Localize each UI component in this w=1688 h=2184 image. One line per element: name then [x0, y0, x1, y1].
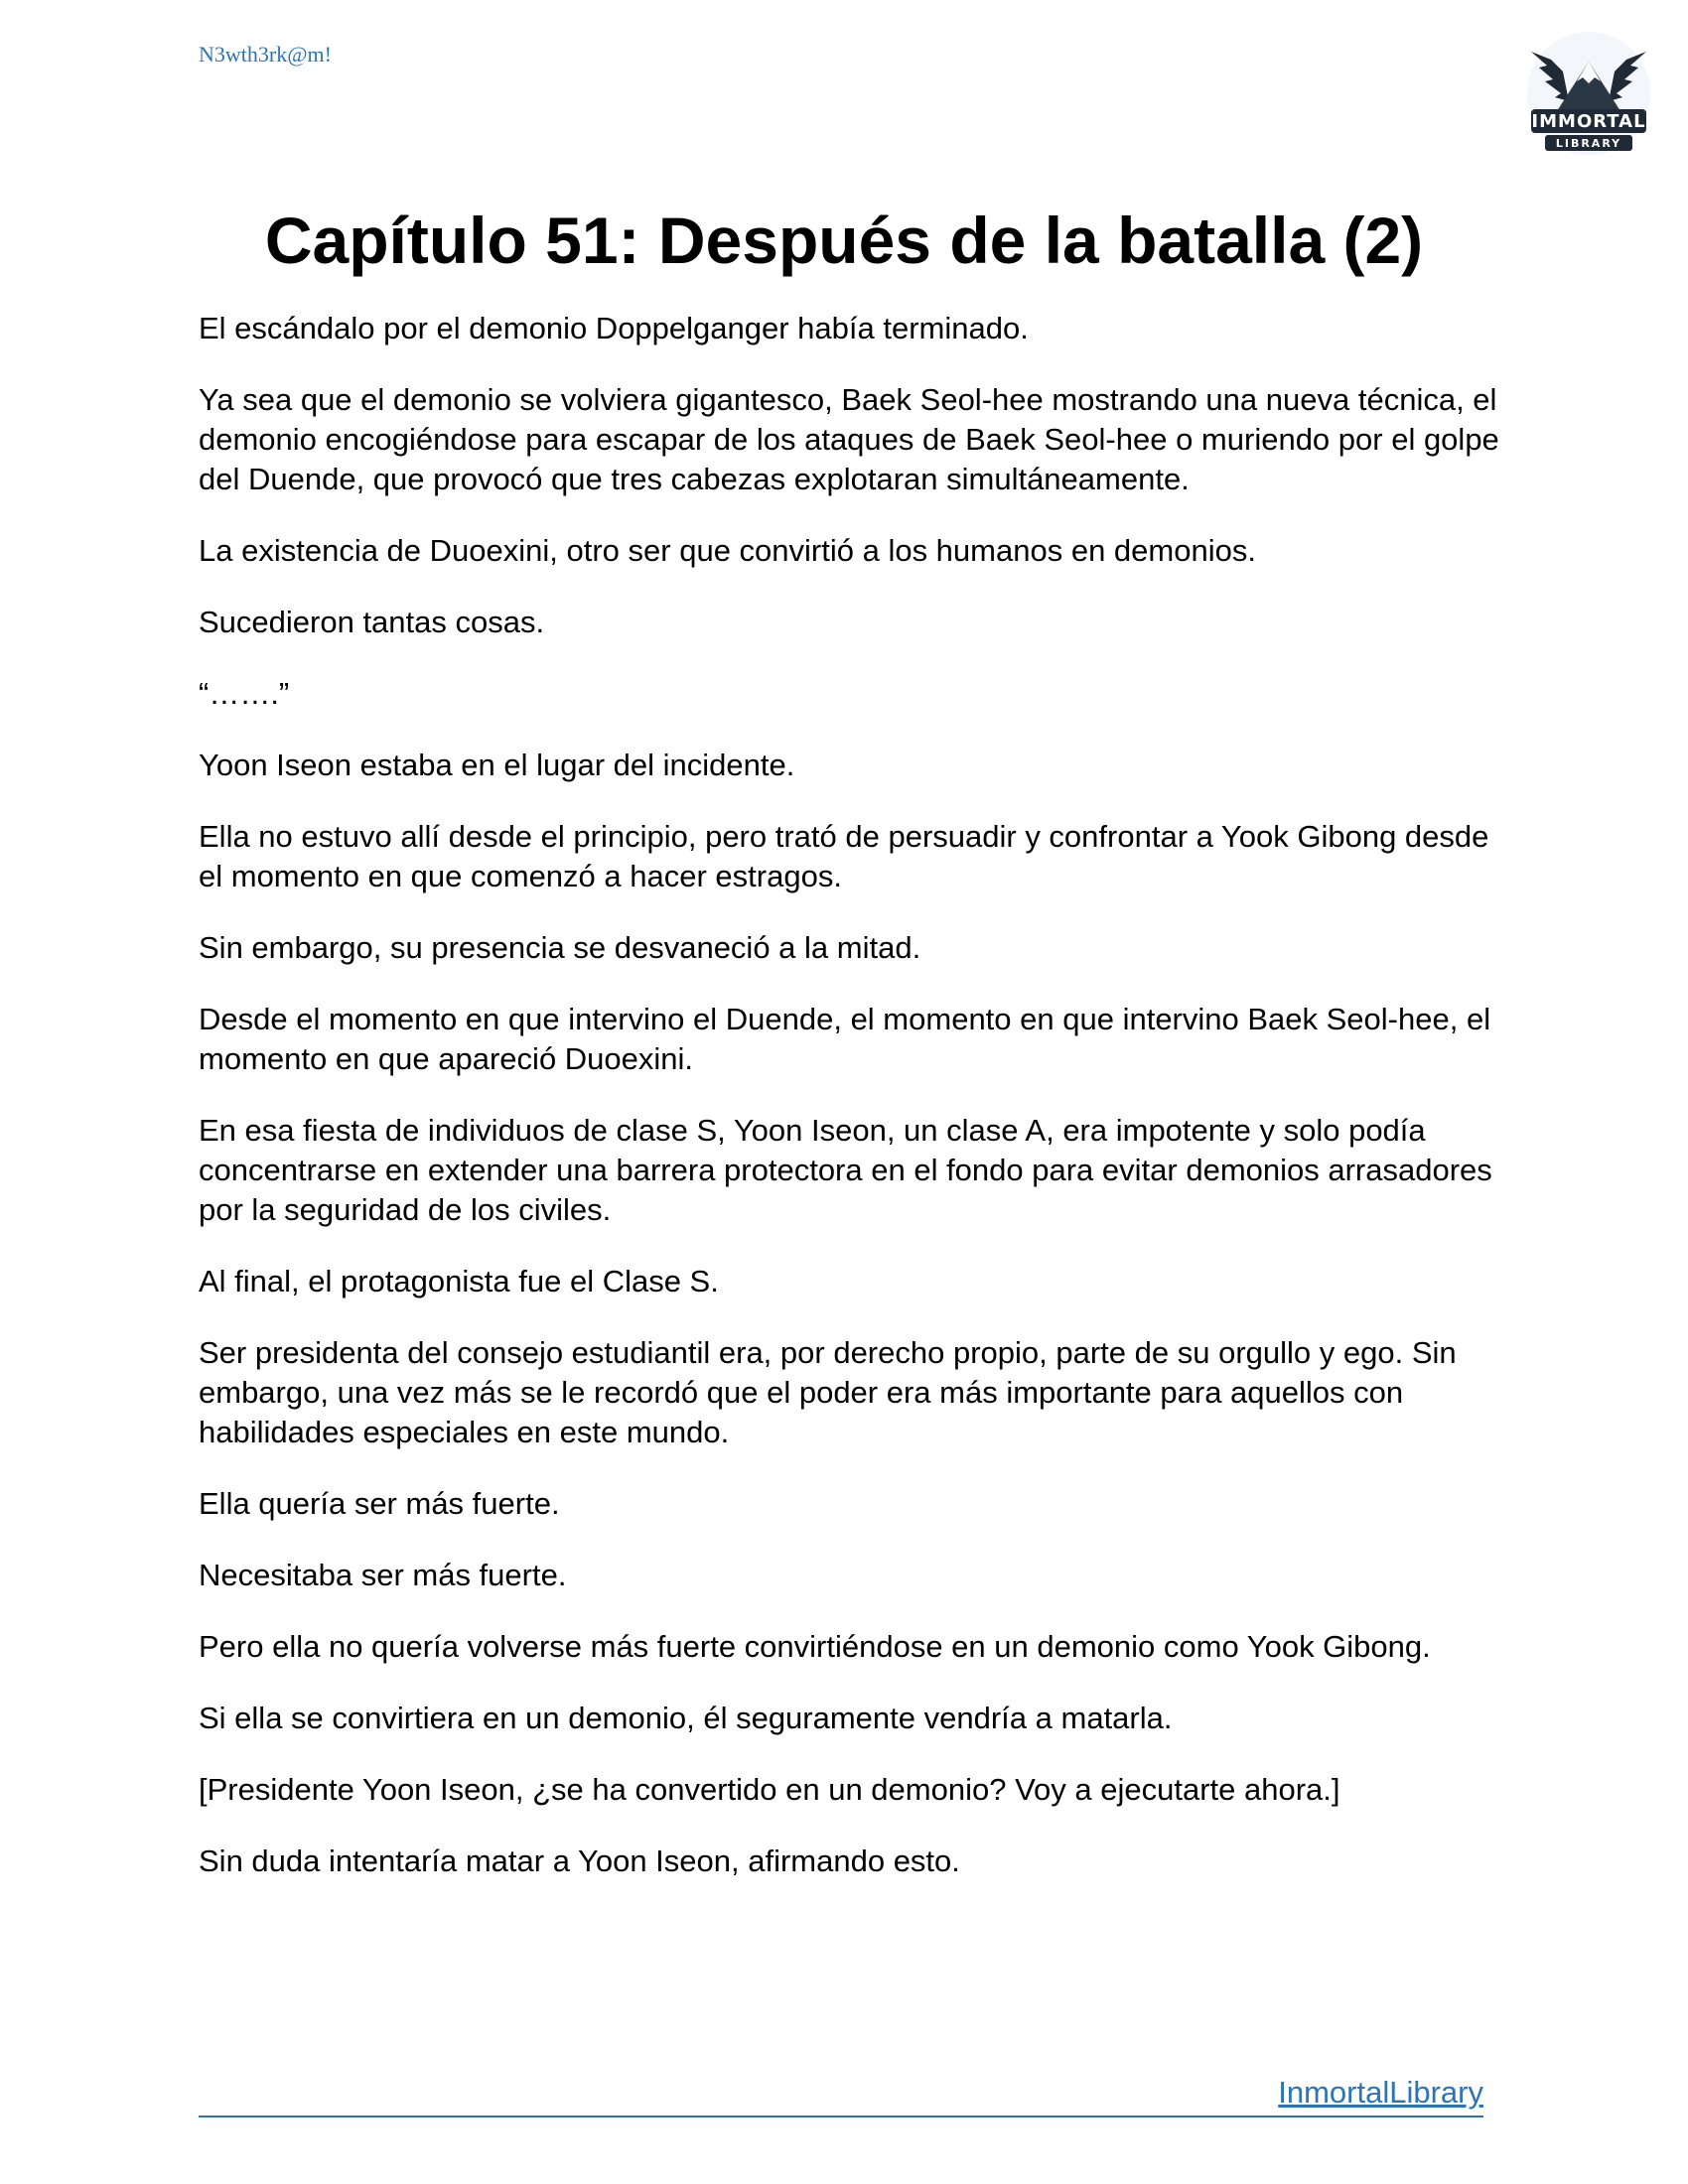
paragraph: Sin duda intentaría matar a Yoon Iseon, afirmando esto. [199, 1843, 960, 1878]
paragraph: Ella no estuvo allí desde el principio, pero trató de persuadir y confrontar a Yook Gibong desde el momento en que comenzó a hacer estragos. [199, 819, 1489, 893]
paragraph: Ya sea que el demonio se volviera gigantesco, Baek Seol-hee mostrando una nueva técnica, el demonio encogiéndose para escapar de los ataques de Baek Seol-hee o muriendo por el golpe del Duende, que provocó que tres cabezas explotaran simultáneamente. [199, 382, 1499, 496]
immortal-library-logo [1517, 32, 1660, 161]
svg-text:LIBRARY: LIBRARY [1555, 137, 1622, 150]
chapter-body [199, 309, 1499, 1913]
paragraph: Sucedieron tantas cosas. [199, 605, 545, 639]
footer-library-link[interactable]: InmortalLibrary [1278, 2075, 1483, 2110]
paragraph: Necesitaba ser más fuerte. [199, 1558, 567, 1592]
paragraph: Ella quería ser más fuerte. [199, 1486, 560, 1521]
paragraph: Sin embargo, su presencia se desvaneció a la mitad. [199, 930, 921, 965]
paragraph: En esa fiesta de individuos de clase S, Yoon Iseon, un clase A, era impotente y solo podía concentrarse en extender una barrera protectora en el fondo para evitar demonios arrasadores por la seguridad de los civiles. [199, 1113, 1492, 1227]
paragraph: El escándalo por el demonio Doppelganger había terminado. [199, 311, 1029, 345]
paragraph: La existencia de Duoexini, otro ser que convirtió a los humanos en demonios. [199, 533, 1256, 568]
paragraph: [Presidente Yoon Iseon, ¿se ha convertido en un demonio? Voy a ejecutarte ahora.] [199, 1772, 1340, 1807]
paragraph: Al final, el protagonista fue el Clase S. [199, 1264, 719, 1298]
chapter-title: Capítulo 51: Después de la batalla (2) [264, 204, 1424, 277]
paragraph: “…….” [199, 676, 290, 711]
paragraph: Ser presidenta del consejo estudiantil era, por derecho propio, parte de su orgullo y ego. Sin embargo, una vez más se le recordó que el poder era más importante para aquellos con habilidades especiales en este mundo. [199, 1335, 1457, 1449]
paragraph: Si ella se convirtiera en un demonio, él seguramente vendría a matarla. [199, 1701, 1173, 1735]
svg-text:IMMORTAL: IMMORTAL [1531, 111, 1646, 132]
header-handle: N3wth3rk@m! [199, 42, 332, 67]
footer-divider [199, 2116, 1483, 2117]
paragraph: Desde el momento en que intervino el Duende, el momento en que intervino Baek Seol-hee, el momento en que apareció Duoexini. [199, 1002, 1491, 1076]
paragraph: Yoon Iseon estaba en el lugar del incidente. [199, 748, 795, 782]
paragraph: Pero ella no quería volverse más fuerte convirtiéndose en un demonio como Yook Gibong. [199, 1629, 1431, 1664]
